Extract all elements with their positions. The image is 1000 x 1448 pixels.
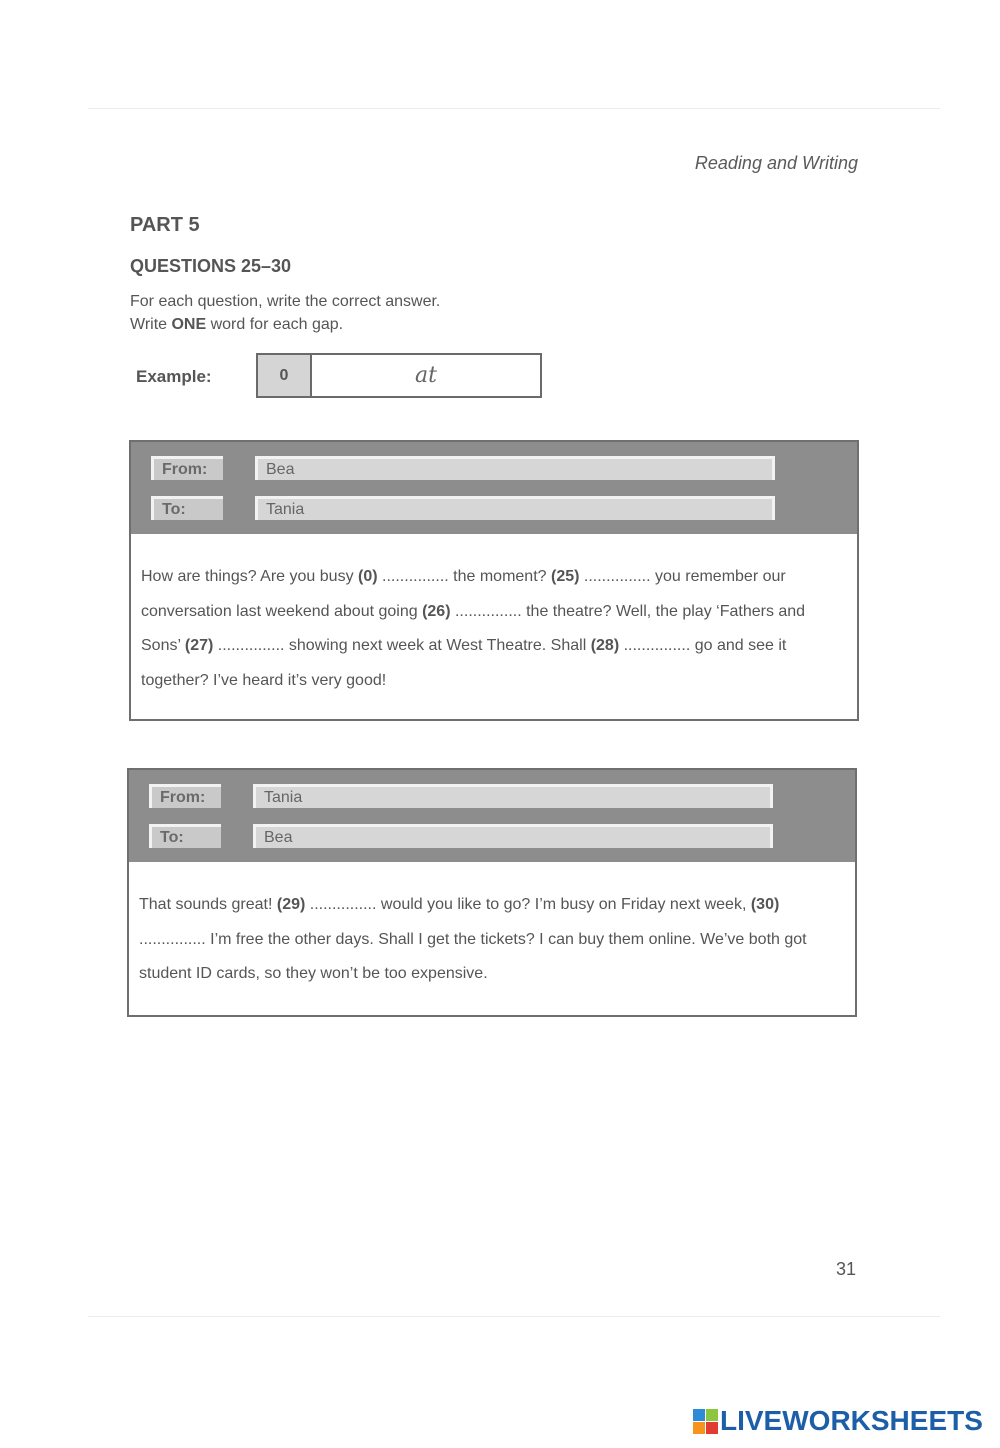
gap-28-blank[interactable]: ............... go and see it together? I’ve heard it’s very good!: [141, 637, 787, 689]
email-body: [131, 534, 857, 698]
text-segment: How are things? Are you busy: [141, 568, 359, 585]
example-answer: at: [415, 363, 437, 388]
example-box: [256, 353, 542, 398]
from-value: Tania: [253, 784, 773, 808]
questions-title: QUESTIONS 25–30: [130, 256, 292, 276]
instruction-line-2: [130, 316, 343, 334]
to-label: To:: [151, 496, 223, 520]
instruction-line-1: For each question, write the correct answer.: [130, 293, 441, 310]
example-number: 0: [258, 355, 312, 396]
from-label: From:: [149, 784, 221, 808]
section-header: Reading and Writing: [694, 153, 858, 173]
to-value: Tania: [255, 496, 775, 520]
gap-28-number: (28): [590, 637, 620, 654]
email-body: [129, 862, 855, 992]
gap-27-blank[interactable]: ............... showing next week at West Theatre. Shall: [213, 637, 591, 654]
text-segment: That sounds great!: [139, 896, 277, 913]
gap-27-number: (27): [184, 637, 214, 654]
instruction-bold: ONE: [171, 316, 207, 333]
from-value: Bea: [255, 456, 775, 480]
liveworksheets-logo: [693, 1405, 983, 1437]
logo-tile: [706, 1409, 718, 1421]
gap-0-number: (0): [358, 568, 378, 585]
logo-text: LIVEWORKSHEETS: [720, 1405, 983, 1436]
email-header: [131, 442, 857, 534]
gap-30-blank[interactable]: ............... I’m free the other days. Shall I get the tickets? I can buy them online. We’ve both got student ID cards, so they won’t be too expensive.: [139, 930, 807, 982]
logo-tile: [706, 1422, 718, 1434]
logo-tile: [693, 1409, 705, 1421]
gap-29-number: (29): [276, 896, 306, 913]
top-divider: [88, 108, 940, 109]
instruction-prefix: Write: [130, 316, 172, 333]
email-bea-to-tania: [129, 440, 859, 721]
logo-icon: [693, 1409, 718, 1434]
bottom-divider: [88, 1316, 940, 1317]
gap-26-blank[interactable]: ............... the theatre? Well, the play ‘Fathers and Sons’: [141, 602, 806, 654]
gap-25-number: (25): [550, 568, 580, 585]
to-label: To:: [149, 824, 221, 848]
gap-0-blank[interactable]: ............... the moment?: [377, 568, 551, 585]
gap-30-number: (30): [750, 896, 780, 913]
email-tania-to-bea: [127, 768, 857, 1017]
from-label: From:: [151, 456, 223, 480]
instruction-suffix: word for each gap.: [206, 316, 344, 333]
gap-26-number: (26): [422, 602, 451, 620]
part-title: PART 5: [130, 214, 200, 236]
gap-25-blank[interactable]: ............... you remember our conversation last weekend about going: [141, 568, 786, 620]
page-number: 31: [835, 1259, 856, 1279]
email-header: [129, 770, 855, 862]
example-label: Example:: [136, 367, 212, 386]
logo-tile: [693, 1422, 705, 1434]
gap-29-blank[interactable]: ............... would you like to go? I’m busy on Friday next week,: [305, 896, 751, 913]
to-value: Bea: [253, 824, 773, 848]
